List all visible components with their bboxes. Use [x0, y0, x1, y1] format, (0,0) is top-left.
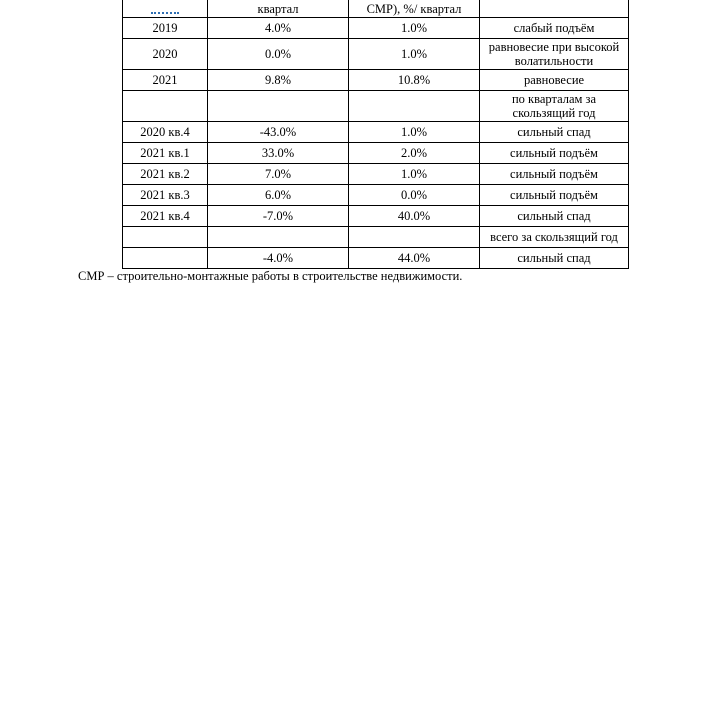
cell-period — [123, 91, 208, 122]
cell-a: 0.0% — [208, 39, 349, 70]
cell-b — [349, 227, 480, 248]
cell-b: 1.0% — [349, 18, 480, 39]
cell-c: слабый подъём — [480, 18, 629, 39]
cell-c: сильный спад — [480, 122, 629, 143]
table-row — [123, 39, 629, 70]
cell-c: сильный подъём — [480, 185, 629, 206]
cell-b: 1.0% — [349, 122, 480, 143]
logo-mark-icon — [151, 6, 179, 14]
table-row — [123, 248, 629, 269]
cell-period: 2021 — [123, 70, 208, 91]
cell-a: 6.0% — [208, 185, 349, 206]
cell-period: 2021 кв.3 — [123, 185, 208, 206]
cell-c: равновесие при высокой волатильности — [480, 39, 629, 70]
cell-c: по кварталам за скользящий год — [480, 91, 629, 122]
cell-period: 2021 кв.4 — [123, 206, 208, 227]
table-row — [123, 227, 629, 248]
header-col-b: СМР), %/ квартал — [349, 0, 480, 18]
cell-period — [123, 248, 208, 269]
cell-a — [208, 91, 349, 122]
cell-b: 2.0% — [349, 143, 480, 164]
data-table — [122, 0, 629, 269]
cell-a: 7.0% — [208, 164, 349, 185]
table-row — [123, 164, 629, 185]
table-row — [123, 143, 629, 164]
cell-c: всего за скользящий год — [480, 227, 629, 248]
cell-period: 2020 — [123, 39, 208, 70]
cell-c: равновесие — [480, 70, 629, 91]
cell-a: -43.0% — [208, 122, 349, 143]
cell-a: -7.0% — [208, 206, 349, 227]
cell-c: сильный подъём — [480, 143, 629, 164]
header-col-c — [480, 0, 629, 18]
cell-period: 2021 кв.2 — [123, 164, 208, 185]
table-row — [123, 206, 629, 227]
table-row — [123, 18, 629, 39]
header-period-cell — [123, 0, 208, 18]
cell-b: 1.0% — [349, 164, 480, 185]
cell-b: 40.0% — [349, 206, 480, 227]
header-col-a: квартал — [208, 0, 349, 18]
cell-a: 9.8% — [208, 70, 349, 91]
cell-c: сильный подъём — [480, 164, 629, 185]
cell-c: сильный спад — [480, 206, 629, 227]
cell-period: 2019 — [123, 18, 208, 39]
cell-b: 44.0% — [349, 248, 480, 269]
cell-period: 2021 кв.1 — [123, 143, 208, 164]
table-row — [123, 70, 629, 91]
footnote-text: СМР – строительно-монтажные работы в строительстве недвижимости. — [78, 269, 463, 283]
table-header-row — [123, 0, 629, 18]
cell-c: сильный спад — [480, 248, 629, 269]
table-row — [123, 91, 629, 122]
cell-a: -4.0% — [208, 248, 349, 269]
table-row — [123, 185, 629, 206]
cell-b: 1.0% — [349, 39, 480, 70]
cell-b — [349, 91, 480, 122]
cell-b: 10.8% — [349, 70, 480, 91]
cell-b: 0.0% — [349, 185, 480, 206]
cell-a: 33.0% — [208, 143, 349, 164]
cell-period: 2020 кв.4 — [123, 122, 208, 143]
cell-a: 4.0% — [208, 18, 349, 39]
table-row — [123, 122, 629, 143]
cell-a — [208, 227, 349, 248]
cell-period — [123, 227, 208, 248]
